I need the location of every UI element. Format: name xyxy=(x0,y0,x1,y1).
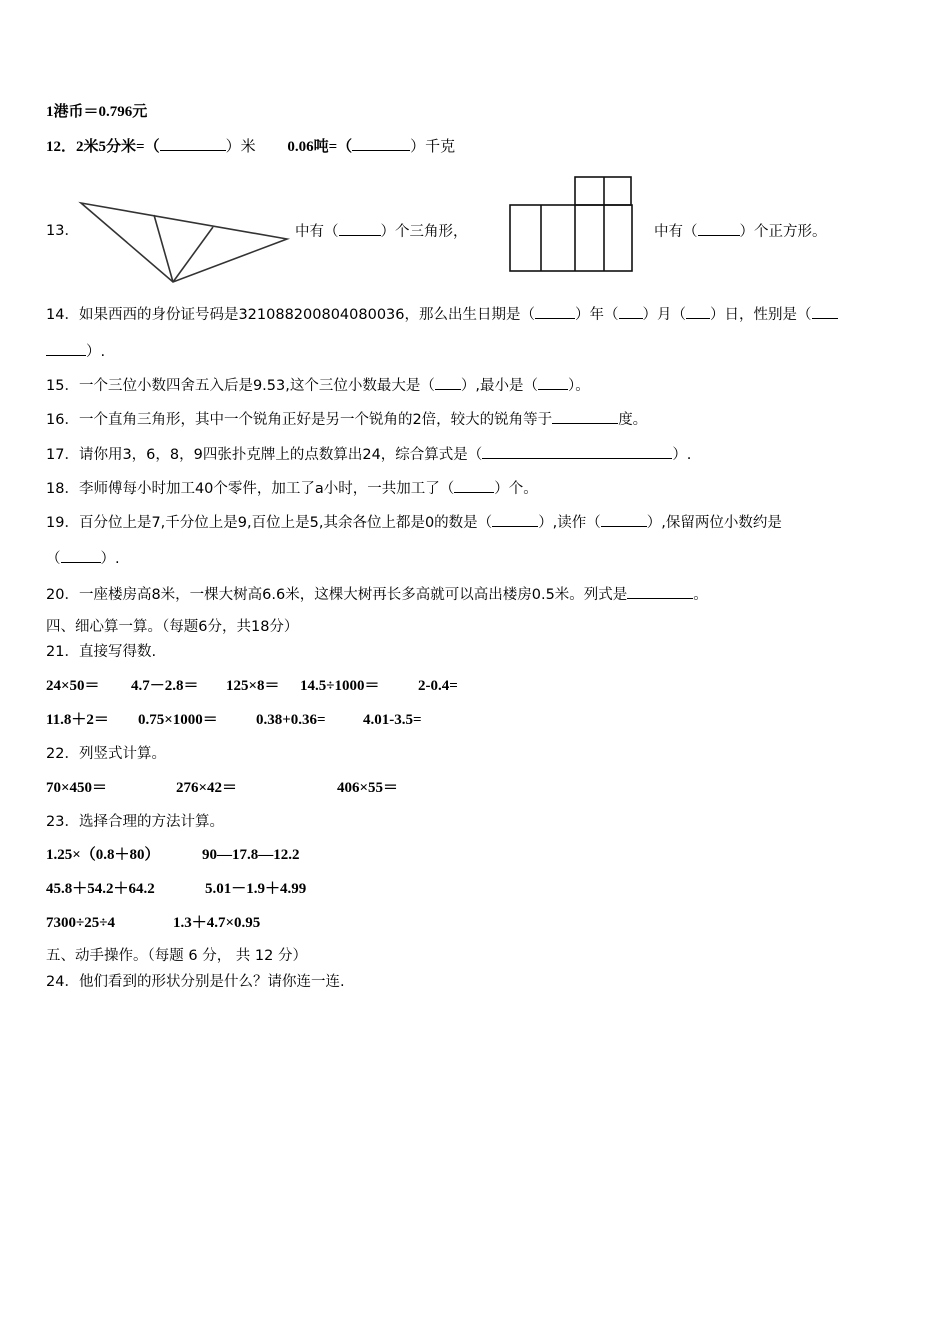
calc-item: 70×450＝ xyxy=(46,780,108,796)
q19-mid1: ）,读作（ xyxy=(538,515,601,531)
question-19-line2 xyxy=(46,548,120,569)
q17-blank[interactable] xyxy=(482,444,672,459)
q19-line2-start: （ xyxy=(46,551,61,567)
question-17 xyxy=(46,444,691,465)
q14-year-label: ）年（ xyxy=(575,307,619,323)
question-22-title: 22．列竖式计算。 xyxy=(46,746,166,762)
q14-blank-gender[interactable] xyxy=(812,304,838,319)
question-24-title: 24．他们看到的形状分别是什么？请你连一连. xyxy=(46,974,345,990)
q12-part1: 2米5分米=（ xyxy=(76,139,160,155)
question-number: 14． xyxy=(46,307,79,323)
calc-item: 125×8＝ xyxy=(226,678,280,694)
section-5-title: 五、动手操作。（每题 6 分， 共 12 分） xyxy=(46,948,307,964)
q14-blank-gender-cont[interactable] xyxy=(46,341,86,356)
question-number: 20． xyxy=(46,587,79,603)
q15-blank-min[interactable] xyxy=(538,375,568,390)
calc-item: 1.3＋4.7×0.95 xyxy=(173,915,261,931)
q18-end: ）个。 xyxy=(494,481,538,497)
question-16 xyxy=(46,409,647,430)
q16-blank[interactable] xyxy=(552,409,618,424)
q13-text2: 中有（ xyxy=(654,224,698,240)
q14-blank-day[interactable] xyxy=(686,304,710,319)
q14-blank-month[interactable] xyxy=(619,304,643,319)
q14-month-label: ）月（ xyxy=(642,307,687,323)
q13-text1: 中有（ xyxy=(295,224,339,240)
q15-end: ）。 xyxy=(567,378,590,394)
question-14-line2 xyxy=(46,341,105,362)
q19-end: ）. xyxy=(100,551,120,567)
question-number: 16． xyxy=(46,412,79,428)
q13-text1-end: ）个三角形， xyxy=(380,224,468,240)
q19-mid2: ）,保留两位小数约是 xyxy=(646,515,782,531)
q19-text: 百分位上是7,千分位上是9,百位上是5,其余各位上都是0的数是（ xyxy=(78,515,493,531)
calc-item: 7300÷25÷4 xyxy=(46,915,115,931)
q17-text: 请你用3，6，8，9四张扑克牌上的点数算出24，综合算式是（ xyxy=(78,447,483,463)
q12-part2-end: ）千克 xyxy=(410,139,456,155)
q13-square-text xyxy=(654,221,827,242)
square-grid-figure xyxy=(0,0,950,300)
q18-blank[interactable] xyxy=(454,478,494,493)
calc-item: 4.7－2.8＝ xyxy=(131,678,199,694)
q20-blank[interactable] xyxy=(627,584,693,599)
q20-text: 一座楼房高8米，一棵大树高6.6米，这棵大树再长多高就可以高出楼房0.5米。列式是 xyxy=(78,587,628,603)
q19-blank-read[interactable] xyxy=(601,512,647,527)
q14-day-label: ）日，性别是（ xyxy=(710,307,812,323)
calc-item: 276×42＝ xyxy=(176,780,238,796)
calc-item: 11.8＋2＝ xyxy=(46,712,109,728)
calc-item: 406×55＝ xyxy=(337,780,399,796)
calc-item: 5.01－1.9＋4.99 xyxy=(205,881,307,897)
question-number: 15． xyxy=(46,378,79,394)
calc-item: 24×50＝ xyxy=(46,678,100,694)
q15-blank-max[interactable] xyxy=(435,375,461,390)
question-number: 18． xyxy=(46,481,79,497)
calc-item: 4.01-3.5= xyxy=(363,712,422,728)
question-number: 12． xyxy=(46,139,77,155)
question-20 xyxy=(46,584,708,605)
q15-text: 一个三位小数四舍五入后是9.53,这个三位小数最大是（ xyxy=(78,378,435,394)
question-number: 19． xyxy=(46,515,79,531)
q17-end: ）. xyxy=(672,447,692,463)
question-14 xyxy=(46,304,838,325)
q14-end: ）. xyxy=(86,344,106,360)
question-number: 17． xyxy=(46,447,79,463)
q14-text: 如果西西的身份证号码是321088200804080036，那么出生日期是（ xyxy=(78,307,536,323)
q12-part1-end: ）米 xyxy=(225,139,256,155)
calc-item: 2-0.4= xyxy=(418,678,458,694)
question-19 xyxy=(46,512,782,533)
q13-blank-2[interactable] xyxy=(698,221,740,236)
calc-item: 0.75×1000＝ xyxy=(138,712,218,728)
q18-text: 李师傅每小时加工40个零件，加工了a小时，一共加工了（ xyxy=(78,481,455,497)
section-4-title: 四、细心算一算。（每题6分，共18分） xyxy=(46,619,299,635)
q13-text2-end: ）个正方形。 xyxy=(739,224,827,240)
question-13-number: 13． xyxy=(46,223,79,239)
q12-part2: 0.06吨=（ xyxy=(287,139,353,155)
q15-mid: ）,最小是（ xyxy=(460,378,538,394)
calc-item: 14.5÷1000＝ xyxy=(300,678,380,694)
q20-end: 。 xyxy=(693,587,708,603)
calc-item: 1.25×（0.8＋80） xyxy=(46,847,160,863)
q16-end: 度。 xyxy=(618,412,648,428)
calc-item: 90—17.8—12.2 xyxy=(202,847,300,863)
q19-blank-number[interactable] xyxy=(492,512,538,527)
exchange-rate-note: 1港币＝0.796元 xyxy=(46,104,148,120)
question-18 xyxy=(46,478,538,499)
q16-text: 一个直角三角形，其中一个锐角正好是另一个锐角的2倍，较大的锐角等于 xyxy=(78,412,553,428)
question-21-title: 21．直接写得数. xyxy=(46,644,157,660)
question-15 xyxy=(46,375,590,396)
question-23-title: 23．选择合理的方法计算。 xyxy=(46,814,224,830)
q14-blank-year[interactable] xyxy=(535,304,575,319)
q19-blank-round[interactable] xyxy=(61,548,101,563)
calc-item: 45.8＋54.2＋64.2 xyxy=(46,881,155,897)
calc-item: 0.38+0.36= xyxy=(256,712,326,728)
